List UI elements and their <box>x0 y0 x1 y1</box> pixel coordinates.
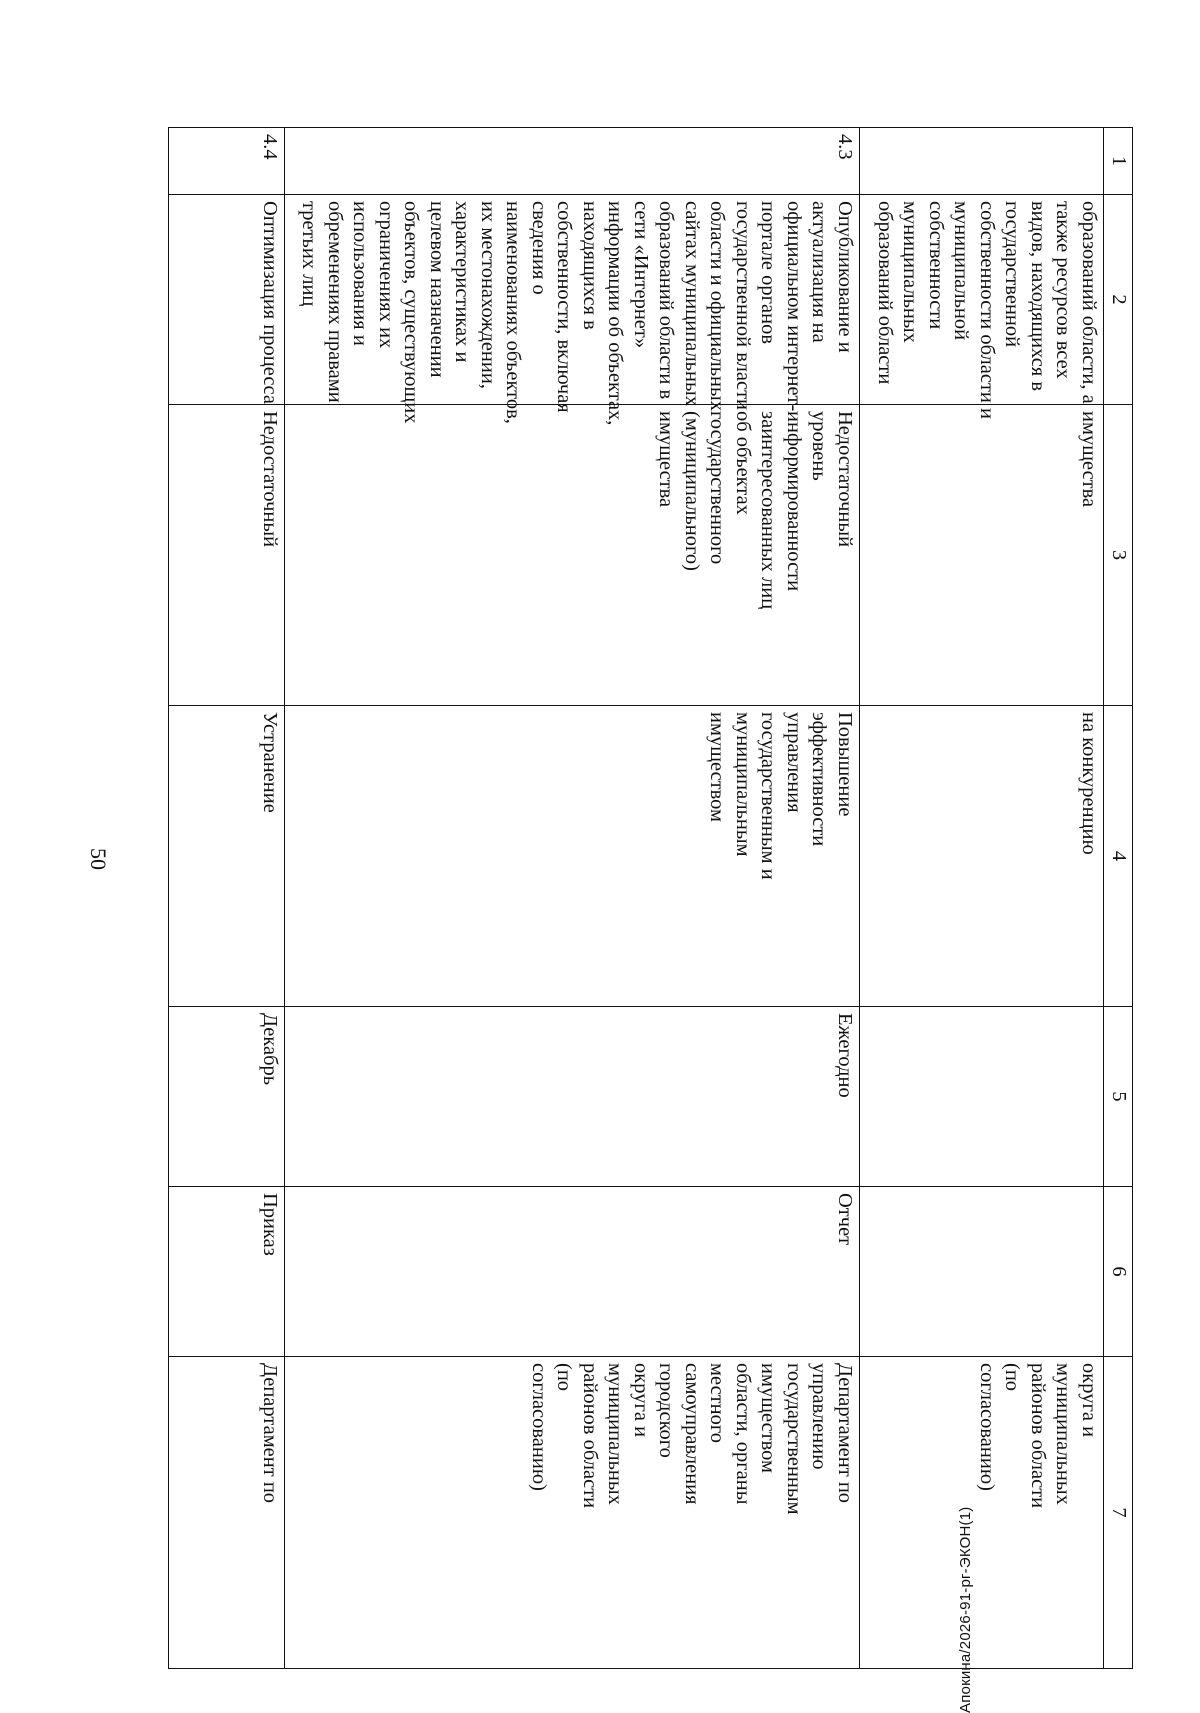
cell-text-line: имущества <box>655 411 678 508</box>
cell-text-line: муниципальным <box>732 712 754 857</box>
cell-text-line: имуществом <box>706 712 729 823</box>
header-col-4: 4 <box>1104 706 1133 1007</box>
cell-deadline <box>169 1007 285 1187</box>
cell-responsible-executor <box>860 1357 1104 1669</box>
cell-text-line: эффективности <box>808 712 831 847</box>
cell-text-line: (по <box>1001 1363 1024 1392</box>
cell-text-line: городского <box>655 1363 678 1458</box>
cell-text-line: на конкуренцию <box>1078 712 1100 855</box>
cell-expected-result <box>860 706 1104 1007</box>
cell-problem <box>169 405 285 706</box>
cell-responsible-executor <box>285 1357 860 1669</box>
header-col-6: 6 <box>1104 1187 1133 1357</box>
cell-text-line: их местонахождении, <box>477 201 499 389</box>
cell-responsible-executor <box>169 1357 285 1669</box>
cell-text-line: местного <box>706 1363 729 1444</box>
cell-text-line: Недостаточный <box>834 411 856 548</box>
page-number: 50 <box>86 848 111 870</box>
cell-text-line: собственности <box>925 201 947 330</box>
cell-text-line: районов области <box>1027 1363 1049 1509</box>
cell-text-line: округа и <box>1078 1363 1100 1438</box>
cell-text-line: Ежегодно <box>834 1013 856 1098</box>
cell-text-line: Оптимизация процесса <box>259 201 281 404</box>
cell-text-line: Устранение <box>259 712 281 813</box>
cell-expected-result <box>169 706 285 1007</box>
cell-text-line: управления <box>783 712 805 813</box>
cell-text-line: портале органов <box>757 201 780 345</box>
cell-text-line: сети «Интернет» <box>630 201 652 349</box>
cell-text-line: государственной власти <box>732 201 754 410</box>
cell-document-type <box>285 1187 860 1357</box>
table-row <box>860 128 1104 1669</box>
cell-text-line: видов, находящихся в <box>1027 201 1049 392</box>
cell-text-line: Департамент по <box>834 1363 856 1504</box>
cell-text-line: третьих лиц <box>298 201 321 307</box>
cell-text-line: сайтах муниципальных <box>681 201 703 407</box>
cell-text-line: образований области <box>874 201 896 385</box>
cell-text-line: области и официальных <box>706 201 729 412</box>
cell-problem <box>860 405 1104 706</box>
cell-text-line: Недостаточный <box>259 411 281 548</box>
table-row <box>285 128 860 1669</box>
cell-text-line: государственным <box>783 1363 805 1515</box>
cell-text-line: Департамент по <box>259 1363 281 1504</box>
cell-text-line: характеристиках и <box>451 201 474 363</box>
cell-text-line: государственной <box>1001 201 1024 348</box>
cell-text-line: заинтересованных лиц <box>757 411 780 610</box>
cell-deadline <box>860 1007 1104 1187</box>
cell-text-line: находящихся в <box>579 201 601 330</box>
cell-item-description <box>860 195 1104 419</box>
cell-text-line: имущества <box>1078 411 1100 508</box>
cell-text-line: муниципальных <box>899 201 922 343</box>
cell-text-line: Повышение <box>834 712 856 817</box>
cell-text-line: актуализация на <box>808 201 831 343</box>
table-row <box>169 128 285 1669</box>
cell-text-line: образований области, а <box>1078 201 1100 404</box>
cell-text-line: сведения о <box>528 201 550 295</box>
cell-problem <box>285 405 860 706</box>
header-col-7: 7 <box>1104 1357 1133 1669</box>
cell-text-line: (по <box>553 1363 576 1392</box>
cell-text-line: муниципальных <box>1052 1363 1075 1505</box>
cell-text-line: Приказ <box>259 1193 281 1256</box>
cell-text-line: объектов, существующих <box>400 201 423 424</box>
cell-text-line: наименованиях объектов, <box>502 201 525 424</box>
cell-text-line: муниципальной <box>950 201 973 341</box>
cell-text-line: согласованию) <box>528 1363 550 1491</box>
cell-expected-result <box>285 706 860 1007</box>
cell-text-line: государственным и <box>757 712 780 880</box>
cell-text-line: управлению <box>808 1363 831 1470</box>
cell-document-type <box>169 1187 285 1357</box>
cell-text-line: официальном интернет- <box>783 201 805 412</box>
cell-text-line: обременениях правами <box>324 201 346 403</box>
cell-text-line: согласованию) <box>976 1363 998 1491</box>
header-col-2: 2 <box>1104 195 1133 405</box>
cell-text-line: государственного <box>706 411 729 565</box>
cell-deadline <box>285 1007 860 1187</box>
cell-row-number <box>860 128 1104 195</box>
cell-text-line: информированности <box>783 411 805 592</box>
cell-text-line: округа и <box>630 1363 652 1438</box>
table-header-row <box>1104 128 1133 1669</box>
cell-text-line: муниципальных <box>604 1363 627 1505</box>
cell-text-line: Отчет <box>834 1193 856 1246</box>
cell-text-line: имуществом <box>757 1363 780 1474</box>
cell-text-line: собственности, включая <box>553 201 576 413</box>
cell-text-line: районов области <box>579 1363 601 1509</box>
document-code: Апокина/2026-91-рг-ЭКОН(1) <box>957 1506 974 1713</box>
cell-text-line: ограничениях их <box>375 201 397 349</box>
cell-row-number: 4.3 <box>285 128 860 195</box>
cell-item-description <box>169 195 285 405</box>
cell-row-number: 4.4 <box>169 128 285 195</box>
header-col-3: 3 <box>1104 405 1133 706</box>
cell-text-line: самоуправления <box>681 1363 703 1505</box>
header-col-5: 5 <box>1104 1007 1133 1187</box>
cell-document-type <box>860 1187 1104 1357</box>
cell-text-line: образований области в <box>655 201 678 400</box>
cell-text-line: Опубликование и <box>834 201 856 353</box>
measures-table-rotated <box>168 127 1133 1605</box>
cell-text-line: использования и <box>349 201 372 346</box>
cell-text-line: уровень <box>808 411 831 481</box>
cell-text-line: собственности области и <box>976 201 998 419</box>
cell-text-line: целевом назначении <box>426 201 448 378</box>
cell-text-line: также ресурсов всех <box>1052 201 1075 379</box>
cell-text-line: области, органы <box>732 1363 754 1505</box>
cell-text-line: (муниципального) <box>681 411 703 571</box>
cell-text-line: информации об объектах, <box>604 201 627 426</box>
header-col-1: 1 <box>1104 128 1133 195</box>
cell-item-description <box>285 195 860 426</box>
cell-text-line: Декабрь <box>259 1013 281 1086</box>
cell-text-line: об объектах <box>732 411 754 515</box>
measures-table <box>168 127 1133 1669</box>
